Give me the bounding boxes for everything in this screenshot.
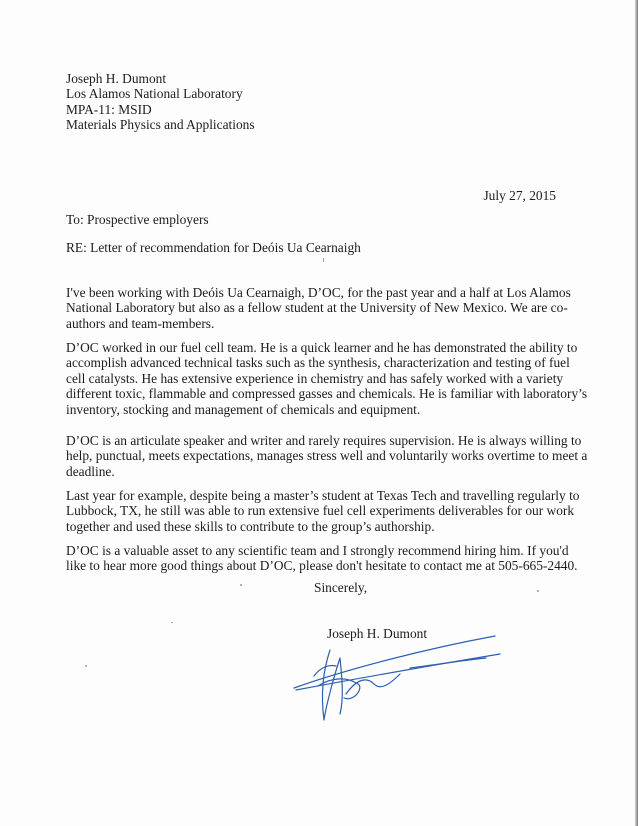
paragraph-line: like to hear more good things about D’OC, please don't hesitate to contact me at 505-665-2440. [66, 558, 578, 574]
handwritten-signature [290, 628, 510, 728]
paragraph-example [66, 488, 580, 534]
sender-name: Joseph H. Dumont [66, 71, 167, 86]
scan-speck [537, 590, 539, 592]
paragraph-line: different toxic, flammable and compressed gasses and chemicals. He is familiar with laboratory’s [66, 386, 588, 402]
paragraph-line: National Laboratory but also as a fellow student at the University of New Mexico. We are co- [66, 300, 568, 316]
scan-speck [85, 665, 87, 667]
closing-salutation: Sincerely, [314, 580, 368, 595]
paragraph-line: Lubbock, TX, he still was able to run extensive fuel cell experiments deliverables for our work [66, 503, 575, 519]
paragraph-recommendation [66, 543, 578, 574]
paragraph-line: accomplish advanced technical tasks such as the synthesis, characterization and testing of fuel [66, 355, 570, 371]
letter-date: July 27, 2015 [483, 188, 556, 203]
subject-line: RE: Letter of recommendation for Deóis Ua Cearnaigh [66, 240, 361, 255]
sender-address [66, 71, 566, 133]
paragraph-line: inventory, stocking and management of chemicals and equipment. [66, 401, 421, 417]
scan-speck [240, 584, 243, 587]
sender-department: Materials Physics and Applications [66, 117, 255, 133]
paragraph-line: deadline. [66, 463, 115, 479]
sender-division: MPA-11: MSID [66, 101, 152, 117]
paragraph-line: Last year for example, despite being a master’s student at Texas Tech and travelling regularly to [66, 488, 580, 503]
paragraph-line: D’OC worked in our fuel cell team. He is a quick learner and he has demonstrated the ability to [66, 340, 578, 355]
paragraph-intro [66, 285, 571, 331]
paragraph-skills [66, 340, 588, 417]
paragraph-line: I've been working with Deóis Ua Cearnaigh, D’OC, for the past year and a half at Los Alamos [66, 285, 571, 300]
paragraph-line: D’OC is a valuable asset to any scientific team and I strongly recommend hiring him. If you'd [66, 543, 569, 558]
paragraph-character [66, 433, 588, 479]
paragraph-line: together and used these skills to contribute to the group’s authorship. [66, 518, 435, 534]
scan-speck [171, 622, 173, 623]
scan-speck [323, 258, 324, 262]
paragraph-line: D’OC is an articulate speaker and writer and rarely requires supervision. He is always willing to [66, 433, 582, 448]
paragraph-line: cell catalysts. He has extensive experience in chemistry and has safely worked with a variety [66, 370, 564, 386]
recipient-line: To: Prospective employers [66, 212, 209, 227]
sender-organization: Los Alamos National Laboratory [66, 86, 243, 102]
paragraph-line: authors and team-members. [66, 315, 215, 331]
signatory-name: Joseph H. Dumont [327, 626, 428, 641]
paragraph-line: help, punctual, meets expectations, manages stress well and voluntarily works overtime to meet a [66, 448, 588, 464]
